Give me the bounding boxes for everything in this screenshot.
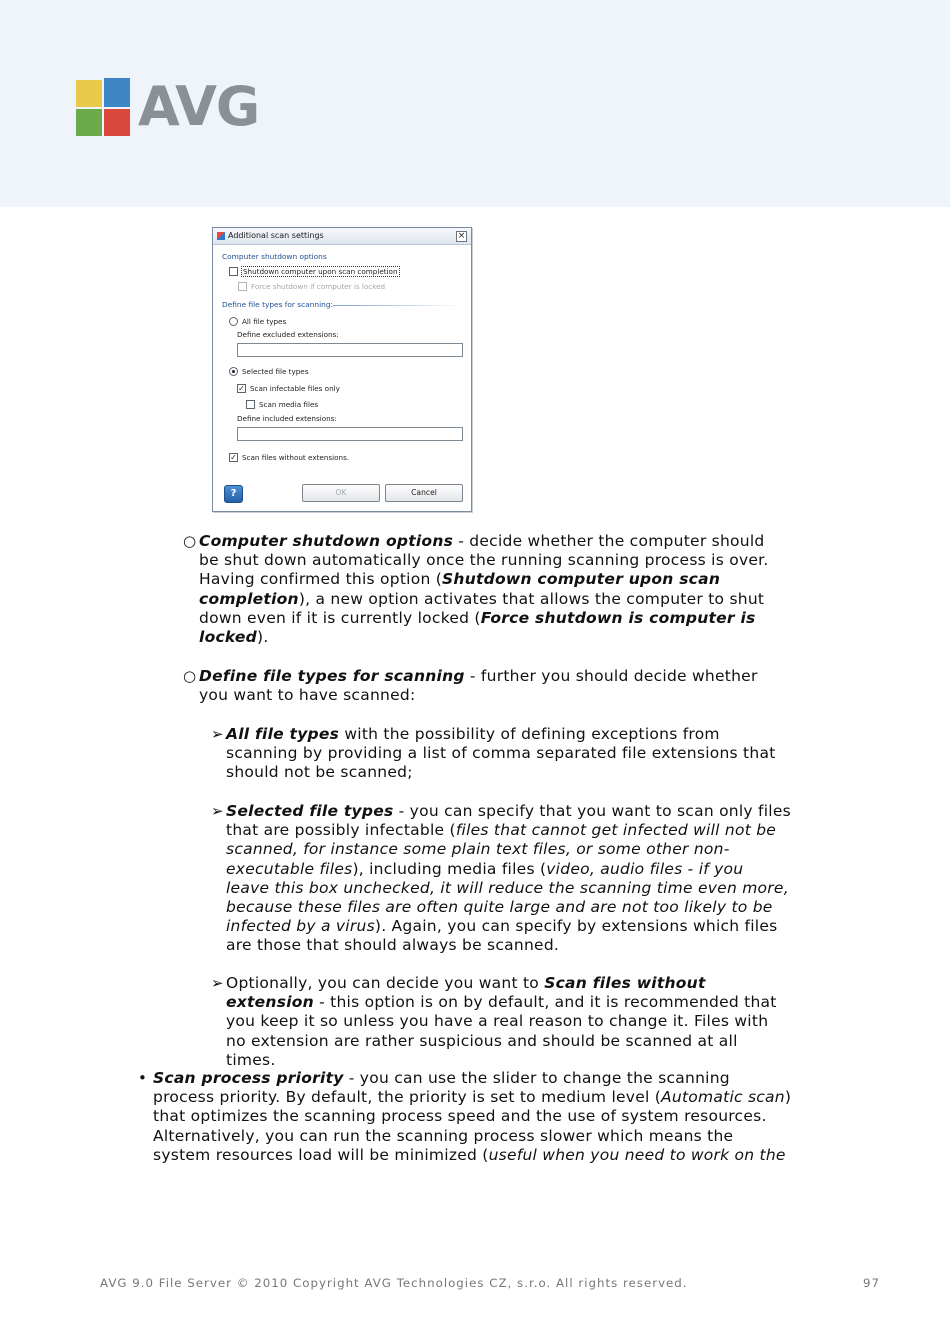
term-computer-shutdown-options: Computer shutdown options — [199, 532, 454, 550]
media-files-checkbox-row[interactable] — [246, 400, 318, 409]
text-span: with the possibility of defining exceptions from scanning by providing a list of comma separated file extensions that should not be scanned; — [226, 725, 776, 782]
shutdown-section-heading: Computer shutdown options — [222, 252, 327, 261]
excluded-extensions-label: Define excluded extensions: — [237, 330, 339, 339]
text-span: ) that optimizes the scanning process speed and the use of system resources. Alternatively, you can run the scanning process slower which means the system resources load will be minimized ( — [153, 1088, 792, 1164]
term-scan-process-priority: Scan process priority — [153, 1069, 344, 1087]
text-span: - you can use the slider to change the scanning process priority. By default, the priority is set to medium level ( — [153, 1069, 730, 1107]
italic-span: video, audio files - if you leave this box unchecked, it will reduce the scanning time even more, because these files are often quite large and are not too likely to be infected by a virus — [226, 859, 789, 936]
infectable-only-checkbox[interactable]: ✓ — [238, 384, 245, 393]
paragraph-scan-without-extension — [226, 974, 791, 1070]
term-all-file-types: All file types — [226, 725, 340, 743]
term-selected-file-types: Selected file types — [226, 802, 394, 820]
term-shutdown-computer: Shutdown computer upon scan completion — [199, 570, 721, 608]
ok-button[interactable]: OK — [302, 484, 380, 502]
circle-bullet-icon: ○ — [183, 532, 197, 550]
shutdown-checkbox[interactable] — [229, 267, 238, 276]
paragraph-scan-process-priority — [153, 1069, 793, 1165]
page-number: 97 — [863, 1276, 881, 1290]
all-file-types-radio-row[interactable] — [229, 317, 286, 326]
selected-file-types-label: Selected file types — [242, 367, 309, 376]
all-file-types-label: All file types — [242, 317, 287, 326]
force-shutdown-checkbox[interactable] — [238, 282, 247, 291]
infectable-only-checkbox-row[interactable] — [237, 384, 340, 393]
close-icon[interactable]: × — [457, 231, 466, 241]
selected-file-types-radio-row[interactable] — [229, 367, 308, 376]
avg-logo — [74, 74, 260, 140]
excluded-extensions-label-row — [237, 330, 339, 339]
term-scan-files-without-extension: Scan files without extension — [226, 974, 706, 1012]
footer-copyright: AVG 9.0 File Server © 2010 Copyright AVG Technologies CZ, s.r.o. All rights reserved. — [100, 1276, 688, 1290]
text-span: - this option is on by default, and it is recommended that you keep it so unless you have a real reason to change it. Files with no extension are rather suspicious and should be scanned at all times. — [226, 993, 777, 1069]
circle-bullet-icon: ○ — [183, 667, 197, 685]
paragraph-shutdown-options — [199, 532, 789, 647]
italic-span: files that cannot get infected will not be scanned, for instance some plain text files, or some other non-executable files — [226, 821, 777, 878]
text-span: ). — [257, 628, 269, 647]
filetypes-section-heading: Define file types for scanning: — [222, 300, 334, 309]
force-shutdown-label: Force shutdown if computer is locked — [251, 282, 386, 291]
term-define-file-types: Define file types for scanning — [199, 667, 465, 685]
included-extensions-input[interactable] — [237, 427, 463, 441]
arrow-bullet-icon: ➢ — [211, 802, 224, 820]
text-span: ). Again, you can specify by extensions which files are those that should always be scanned. — [226, 917, 778, 955]
paragraph-selected-file-types — [226, 802, 791, 956]
avg-logo-mark-icon — [74, 76, 132, 138]
italic-span: Automatic scan — [661, 1088, 785, 1107]
text-span: - you can specify that you want to scan only files that are possibly infectable ( — [226, 802, 791, 840]
section-divider — [333, 305, 463, 306]
media-files-label: Scan media files — [259, 400, 319, 409]
dialog-title: Additional scan settings — [228, 231, 324, 240]
shutdown-checkbox-label: Shutdown computer upon scan completion — [243, 267, 398, 276]
no-extension-checkbox[interactable]: ✓ — [230, 453, 237, 462]
text-span: ), including media files ( — [352, 859, 547, 878]
all-file-types-radio[interactable] — [229, 317, 238, 326]
included-extensions-label: Define included extensions: — [237, 414, 337, 423]
dot-bullet-icon: • — [138, 1069, 147, 1087]
infectable-only-label: Scan infectable files only — [250, 384, 340, 393]
dialog-app-icon — [217, 232, 225, 240]
no-extension-label: Scan files without extensions. — [242, 453, 350, 462]
term-force-shutdown: Force shutdown is computer is locked — [199, 608, 756, 647]
excluded-extensions-input[interactable] — [237, 343, 463, 357]
paragraph-define-file-types — [199, 667, 789, 705]
media-files-checkbox[interactable] — [246, 400, 255, 409]
no-extension-checkbox-row[interactable] — [229, 453, 349, 462]
included-extensions-label-row — [237, 414, 337, 423]
shutdown-checkbox-row[interactable] — [229, 267, 399, 276]
cancel-button[interactable]: Cancel — [385, 484, 463, 502]
text-span: ), a new option activates that allows the computer to shut down even if it is currently locked ( — [199, 589, 765, 627]
header-band — [0, 0, 950, 207]
paragraph-all-file-types — [226, 725, 791, 783]
dialog-titlebar — [213, 228, 471, 245]
arrow-bullet-icon: ➢ — [211, 974, 224, 992]
additional-scan-settings-dialog — [212, 227, 472, 512]
text-span: - further you should decide whether you want to have scanned: — [199, 667, 758, 705]
avg-logo-text: AVG — [138, 75, 260, 138]
text-span: - decide whether the computer should be shut down automatically once the running scanning process is over. Having confirmed this option ( — [199, 532, 769, 589]
selected-file-types-radio[interactable] — [229, 367, 238, 376]
text-span: Optionally, you can decide you want to — [226, 974, 545, 992]
help-icon[interactable]: ? — [224, 485, 243, 503]
force-shutdown-checkbox-row[interactable] — [238, 282, 385, 291]
arrow-bullet-icon: ➢ — [211, 725, 224, 743]
italic-span: useful when you need to work on the — [488, 1145, 786, 1164]
